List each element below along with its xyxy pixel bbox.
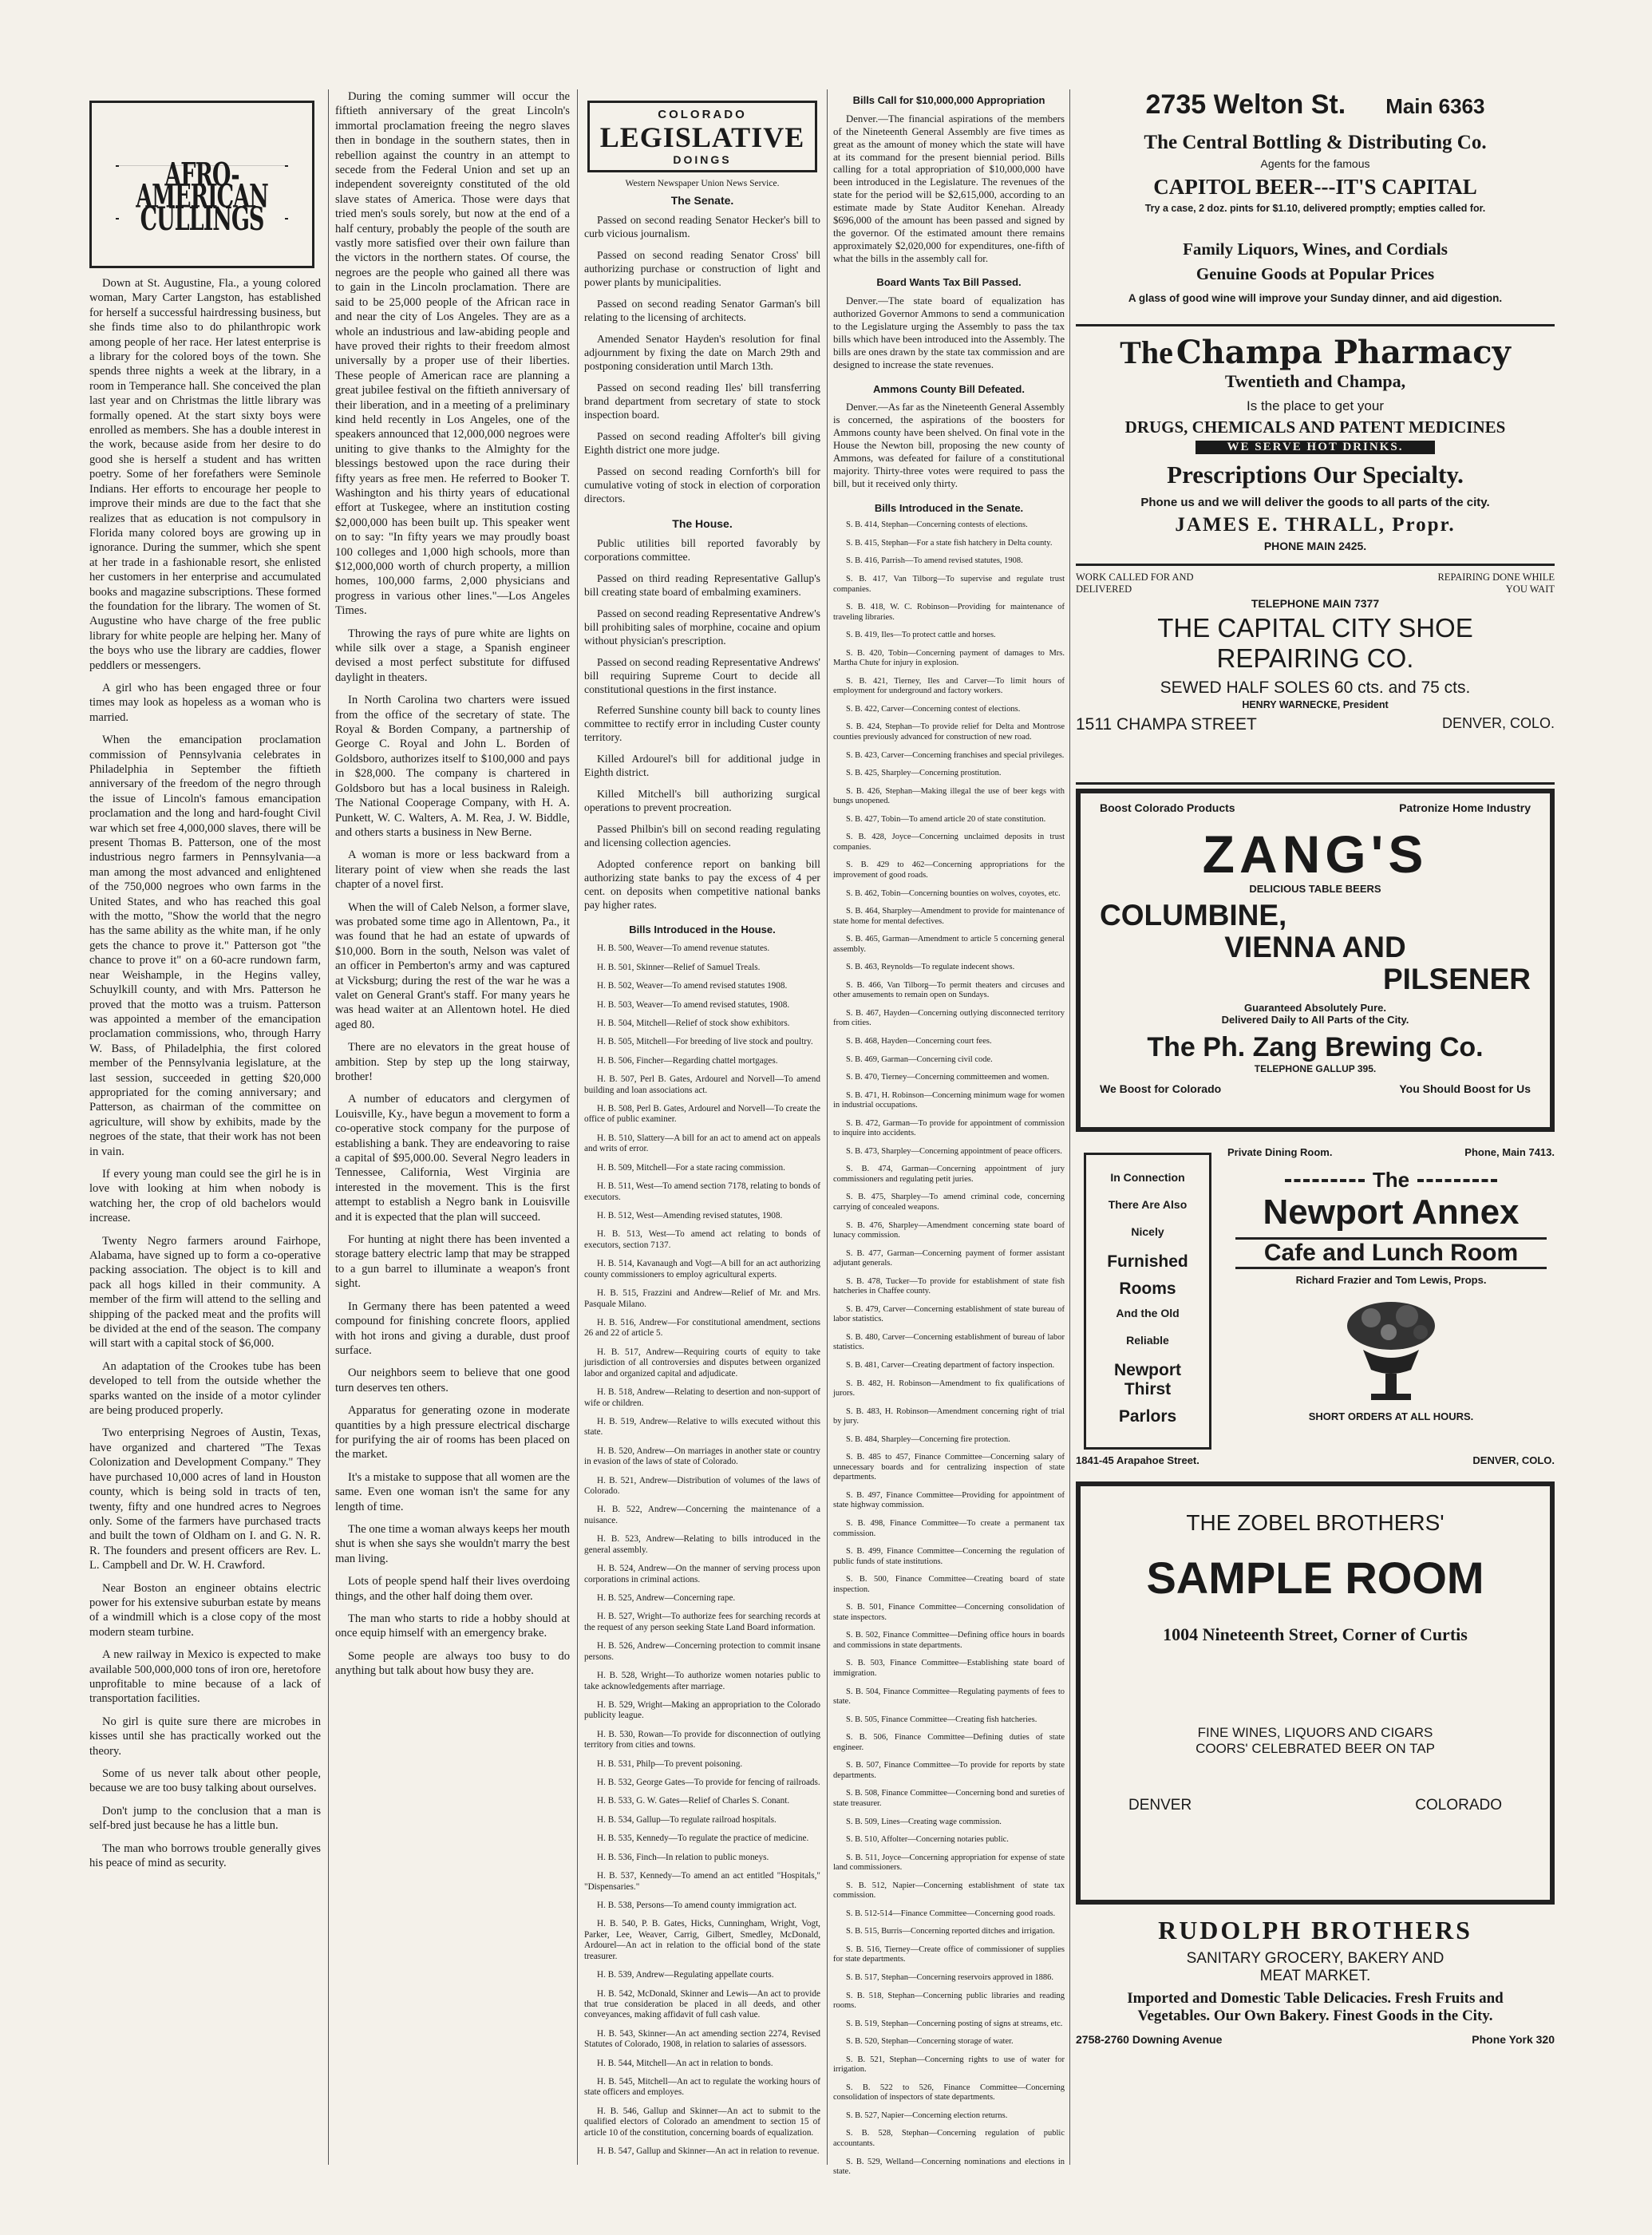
- house-bill: H. B. 529, Wright—Making an appropriation to the Colorado publicity league.: [584, 1699, 820, 1721]
- zang-delivered: Delivered Daily to All Parts of the City.: [1221, 1014, 1409, 1026]
- article-paragraph: No girl is quite sure there are microbes in kisses until she has practically worked out the theory.: [89, 1715, 321, 1758]
- newport-the: The: [1372, 1168, 1410, 1192]
- house-bill: H. B. 532, George Gates—To provide for fencing of railroads.: [597, 1778, 820, 1788]
- senate-item: Passed on second reading Senator Hecker's bill to curb vicious journalism.: [584, 213, 820, 239]
- rudolph-street: 2758-2760 Downing Avenue: [1076, 2033, 1223, 2046]
- house-bill: H. B. 537, Kennedy—To amend an act entitled "Hospitals," "Dispensaries.": [584, 1871, 820, 1892]
- article-paragraph: When the emancipation proclamation commission of Pennsylvania celebrates in Philadelphia in September the fiftieth anniversary of the freedom of the negro through the issue of Lincoln's famous emancipation proclamation and the long and hard-fought Civil war which set free 4,000,000 slaves, there will be present Thomas B. Patterson, one of the most industrious negro farmers in Pennsylvania—a man among the most advanced and enlightened of the 750,000 negroes who own farms in the United States, and who has reached this goal with the motto, "Show the world that the negro has the same ability as the white man, if he only gets the chance to prove it." Patterson got "the chance to prove it" on a 60-acre rundown farm, near Weishample, in the Hegins valley, Schuylkill county, and with Mrs. Patterson he proved that the motto was a truism. Patterson was appointed a member of the emancipation proclamation commissions, who, through Harry W. Bass, of Philadelphia, the first colored member of the Pennsylvania legislature, at the last session, succeeded in getting $20,000 appropriated for the coming anniversary; and Patterson, as chairman of the committee on agriculture, will show by exhibits, made by the negroes of the state, that their work has not been in vain.: [89, 734, 321, 1158]
- senate-bill: S. B. 462, Tobin—Concerning bounties on wolves, coyotes, etc.: [846, 888, 1061, 898]
- senate-bill: S. B. 512, Napier—Concerning establishment of state tax commission.: [833, 1881, 1065, 1901]
- zang-pilsener: PILSENER: [1382, 963, 1531, 995]
- house-bill: H. B. 545, Mitchell—An act to regulate the working hours of state officers and employes.: [584, 2077, 820, 2098]
- senate-items: [584, 214, 820, 506]
- senate-bill: S. B. 515, Burris—Concerning reported ditches and irrigation.: [846, 1927, 1055, 1936]
- senate-bill: S. B. 498, Finance Committee—To create a permanent tax commission.: [833, 1519, 1065, 1538]
- house-bill: H. B. 515, Frazzini and Andrew—Relief of Mr. and Mrs. Pasquale Milano.: [584, 1288, 820, 1309]
- senate-bill: S. B. 427, Tobin—To amend article 20 of state constitution.: [846, 814, 1046, 824]
- newport-side-line: Rooms: [1119, 1280, 1176, 1298]
- article-paragraph: Twenty Negro farmers around Fairhope, Alabama, have signed up to form a co-operative packing association. The object is to kill and pack all hogs killed in their community. A member of the firm will attend to the selling and shipping of the packed meat and the profits will be divided at the end of the season. The company will start with a capital stock of $6,000.: [89, 1234, 321, 1351]
- senate-heading: The Senate.: [670, 193, 734, 207]
- header-colorado: COLORADO: [658, 108, 747, 121]
- house-bill: H. B. 518, Andrew—Relating to desertion and non-support of wife or children.: [584, 1387, 820, 1408]
- senate-bill: S. B. 522 to 526, Finance Committee—Concerning consolidation of inspectors of state departments.: [833, 2083, 1065, 2102]
- ad-rudolph-brothers: [1076, 1916, 1555, 2046]
- senate-bill: S. B. 474, Garman—Concerning appointment of jury commissioners and regulating petit juries.: [833, 1165, 1065, 1184]
- house-bill: H. B. 547, Gallup and Skinner—An act in relation to revenue.: [597, 2146, 820, 2157]
- column-1: [89, 89, 321, 1878]
- senate-bill: S. B. 499, Finance Committee—Concerning the regulation of public funds of state institutions.: [833, 1547, 1065, 1566]
- senate-bill: S. B. 481, Carver—Creating department of factory inspection.: [846, 1361, 1055, 1370]
- ad-shoe-repair: [1076, 572, 1555, 734]
- senate-bill: S. B. 502, Finance Committee—Defining office hours in boards and commissions in state departments.: [833, 1631, 1065, 1650]
- senate-bill: S. B. 414, Stephan—Concerning contests of elections.: [846, 520, 1028, 530]
- senate-bill: S. B. 509, Lines—Creating wage commission.: [846, 1817, 1002, 1826]
- shoe-city: DENVER, COLO.: [1441, 715, 1555, 731]
- house-bill: H. B. 516, Andrew—For constitutional amendment, sections 26 and 22 of article 5.: [584, 1317, 820, 1339]
- article-paragraph: The one time a woman always keeps her mouth shut is when she says she wouldn't marry the best man living.: [335, 1522, 571, 1565]
- senate-bill: S. B. 510, Affolter—Concerning notaries public.: [846, 1835, 1009, 1845]
- senate-bill: S. B. 528, Stephan—Concerning regulation of public accountants.: [833, 2129, 1065, 2148]
- senate-bill: S. B. 465, Garman—Amendment to article 5 concerning general assembly.: [833, 935, 1065, 954]
- article-paragraph: A number of educators and clergymen of Louisville, Ky., have begun a movement to form a co-operative stock company for the purpose of establishing a bank. They are endeavoring to raise a capital of $95,000.00. Several Negro leaders in Tennessee, California, West Virginia are interested in the movement. This is the first attempt to establish a Negro bank in Louisville and it is expected that the plan will succeed.: [335, 1093, 570, 1224]
- beer-name: CAPITOL BEER---IT'S CAPITAL: [1153, 175, 1477, 199]
- senate-bill: S. B. 483, H. Robinson—Amendment concerning right of trial by jury.: [833, 1406, 1065, 1426]
- senate-item: Passed on second reading Senator Garman's bill relating to the licensing of architects.: [584, 297, 820, 323]
- flower-vase-icon: [1331, 1294, 1451, 1406]
- house-bill: H. B. 505, Mitchell—For breeding of live stock and poultry.: [597, 1037, 813, 1047]
- house-bill: H. B. 517, Andrew—Requiring courts of equity to take jurisdiction of all controversies and disputes between organized labor and organized capital and adjudicate.: [584, 1347, 820, 1379]
- legislative-header: [587, 101, 817, 172]
- column-2: [335, 89, 570, 1687]
- house-item: Passed on second reading Representative Andrews' bill requiring Supreme Court to decide all constitutional questions in the first instance.: [584, 655, 820, 695]
- beer-agents: Agents for the famous: [1260, 157, 1370, 170]
- rudolph-phone: Phone York 320: [1472, 2033, 1555, 2046]
- shoe-president: HENRY WARNECKE, President: [1242, 699, 1389, 710]
- senate-bill: S. B. 424, Stephan—To provide relief for Delta and Montrose counties previously advanced for construction of new road.: [833, 722, 1065, 742]
- senate-bill: S. B. 421, Tierney, Iles and Carver—To limit hours of employment for underground and factory workers.: [833, 676, 1065, 696]
- zang-columbine: COLUMBINE,: [1100, 899, 1287, 932]
- senate-bill: S. B. 520, Stephan—Concerning storage of water.: [846, 2037, 1014, 2047]
- shoe-name1: THE CAPITAL CITY SHOE: [1157, 613, 1473, 643]
- divider: [1076, 564, 1555, 566]
- champa-propr: JAMES E. THRALL, Propr.: [1175, 514, 1456, 536]
- senate-bill: S. B. 507, Finance Committee—To provide for reports by state departments.: [833, 1761, 1065, 1780]
- senate-bill: S. B. 521, Stephan—Concerning rights to use of water for irrigation.: [833, 2055, 1065, 2075]
- divider: [1076, 782, 1555, 785]
- zobel-coors: COORS' CELEBRATED BEER ON TAP: [1196, 1741, 1435, 1756]
- divider: [1076, 324, 1555, 326]
- senate-item: Amended Senator Hayden's resolution for final adjournment by fixing the date on March 29th and postponing consideration until March 13th.: [584, 332, 820, 372]
- senate-bill: S. B. 478, Tucker—To provide for establishment of state fish hatcheries in Chaffee county.: [833, 1276, 1065, 1296]
- house-bill: H. B. 525, Andrew—Concerning rape.: [597, 1592, 736, 1603]
- house-bill: H. B. 530, Rowan—To provide for disconnection of outlying territory from cities and towns.: [584, 1729, 820, 1750]
- ad-champa-pharmacy: [1076, 334, 1555, 552]
- article-paragraph: There are no elevators in the great house of ambition. Step by step up the long stairway, brother!: [335, 1041, 570, 1083]
- article-paragraph: Some people are always too busy to do anything but talk about how busy they are.: [335, 1649, 570, 1678]
- senate-bill: S. B. 464, Sharpley—Amendment to provide for maintenance of state home for mental defectives.: [833, 907, 1065, 926]
- article-paragraph: In North Carolina two charters were issued from the office of the secretary of state. The Royal & Borden Company, a partnership of George C. Royal and John L. Borden of Goldsboro, authorizes itself to $100,000 and pays in $28,000. The company is chartered in Goldsboro but has a local business in Raleigh. The National Cooperage Company, with H. A. Punkett, W. C. Walters, A. M. Rea, J. W. Biddle, and others starts a business in New Berne.: [335, 694, 570, 839]
- senate-bill: S. B. 506, Finance Committee—Defining duties of state engineer.: [833, 1733, 1065, 1752]
- zang-we-boost: We Boost for Colorado: [1100, 1082, 1222, 1095]
- house-bill: H. B. 543, Skinner—An act amending section 2274, Revised Statutes of Colorado, 1908, in relation to salaries of assessors.: [584, 2028, 820, 2050]
- house-item: Passed on third reading Representative Gallup's bill creating state board of embalming examiners.: [584, 572, 820, 598]
- article-paragraph: The man who borrows trouble generally gives his peace of mind as security.: [89, 1841, 321, 1870]
- zobel-denver: DENVER: [1128, 1797, 1192, 1814]
- house-bill: H. B. 534, Gallup—To regulate railroad hospitals.: [597, 1814, 777, 1825]
- newport-side-line: And the Old: [1116, 1307, 1180, 1319]
- house-bill: H. B. 533, G. W. Gates—Relief of Charles S. Conant.: [597, 1796, 790, 1806]
- house-item: Public utilities bill reported favorably by corporations committee.: [584, 536, 820, 563]
- senate-bill: S. B. 418, W. C. Robinson—Providing for maintenance of traveling libraries.: [833, 603, 1065, 622]
- zang-brewing: The Ph. Zang Brewing Co.: [1147, 1032, 1484, 1062]
- house-bill: H. B. 513, West—To amend act relating to bonds of executors, section 7137.: [584, 1229, 820, 1250]
- senate-bill: S. B. 504, Finance Committee—Regulating payments of fees to state.: [833, 1687, 1065, 1707]
- article-paragraph: A woman is more or less backward from a literary point of view when she reads the last chapter of a novel first.: [335, 849, 570, 892]
- newport-cafe: Cafe and Lunch Room: [1235, 1237, 1547, 1269]
- house-bill: H. B. 523, Andrew—Relating to bills introduced in the general assembly.: [584, 1534, 820, 1555]
- champa-name: Champa Pharmacy: [1176, 334, 1511, 371]
- article-paragraph: If every young man could see the girl he is in love with looking at him when nobody is watching her, the crop of old bachelors would increase.: [89, 1167, 321, 1225]
- zobel-street: 1004 Nineteenth Street, Corner of Curtis: [1163, 1624, 1468, 1644]
- senate-bill: S. B. 476, Sharpley—Amendment concerning state board of lunacy commission.: [833, 1220, 1065, 1240]
- senate-bill: S. B. 423, Carver—Concerning franchises and special privileges.: [846, 750, 1065, 760]
- senate-item: Passed on second reading Affolter's bill giving Eighth district one more judge.: [584, 429, 820, 456]
- newport-side-line: There Are Also: [1108, 1198, 1188, 1211]
- house-bill: H. B. 544, Mitchell—An act in relation to bonds.: [597, 2058, 773, 2068]
- rudolph-imported: Imported and Domestic Table Delicacies. Fresh Fruits and: [1127, 1990, 1504, 2007]
- article-paragraph: Two enterprising Negroes of Austin, Texas, have organized and chartered "The Texas Colonization and Development Company." They have purchased 10,000 acres of land in Houston county, which is being sold in tracts of ten, twenty, fifty and one hundred acres to Negroes only. Some of the farmers have purchased tracts and built the town of Oldham on I. and G. N. R. R. The founders and present officers are Rev. L. L. Campbell and Dr. W. H. Crawford.: [89, 1426, 321, 1572]
- house-heading: The House.: [672, 516, 733, 530]
- house-bills-heading: Bills Introduced in the House.: [629, 924, 776, 936]
- article-paragraph: The man who starts to ride a hobby should at once equip himself with an emergency brake.: [335, 1612, 570, 1640]
- senate-bill: S. B. 416, Parrish—To amend revised statutes, 1908.: [846, 556, 1023, 566]
- rudolph-name: RUDOLPH BROTHERS: [1158, 1916, 1472, 1944]
- zobel-colorado: COLORADO: [1415, 1797, 1502, 1814]
- house-bill: H. B. 504, Mitchell—Relief of stock show exhibitors.: [597, 1018, 790, 1028]
- header-doings: DOINGS: [673, 152, 732, 166]
- house-bill: H. B. 528, Wright—To authorize women notaries public to take acknowledgements after marriage.: [584, 1671, 820, 1691]
- zang-guaranteed: Guaranteed Absolutely Pure.: [1244, 1002, 1386, 1014]
- senate-bill: S. B. 512-514—Finance Committee—Concerning good roads.: [846, 1909, 1056, 1918]
- senate-bill: S. B. 501, Finance Committee—Concerning consolidation of state inspectors.: [833, 1603, 1065, 1622]
- senate-bills: [833, 520, 1065, 2177]
- champa-street: Twentieth and Champa,: [1224, 371, 1406, 391]
- shoe-street: 1511 CHAMPA STREET: [1076, 715, 1257, 734]
- senate-bill: S. B. 479, Carver—Concerning establishment of state bureau of labor statistics.: [833, 1304, 1065, 1324]
- champa-phone-line: Phone us and we will deliver the goods to all parts of the city.: [1140, 496, 1490, 509]
- rudolph-meat: MEAT MARKET.: [1259, 1968, 1371, 1984]
- approp-heading: Bills Call for $10,000,000 Appropriation: [852, 94, 1045, 106]
- article-paragraph: Lots of people spend half their lives overdoing things, and the other half doing them over.: [335, 1575, 570, 1603]
- newport-dining: Private Dining Room.: [1227, 1146, 1333, 1158]
- ammons-text: Denver.—As far as the Nineteenth General Assembly is concerned, the aspirations of the boosters for Ammons county have been shelved. On final vote in the House the Newton bill, proposing the new county of Ammons, was defeated for failure of a constitutional majority. Thirty-three votes were required to pass the bill, but it received only thirty.: [833, 402, 1065, 489]
- senate-bill: S. B. 420, Tobin—Concerning payment of damages to Mrs. Martha Chute for injury in explosion.: [833, 648, 1065, 668]
- house-bill: H. B. 501, Skinner—Relief of Samuel Treals.: [597, 962, 761, 972]
- senate-bill: S. B. 519, Stephan—Concerning posting of signs at streams, etc.: [846, 2019, 1063, 2028]
- shoe-telephone: TELEPHONE MAIN 7377: [1251, 597, 1380, 610]
- ad-zang-brewing: [1076, 789, 1555, 1132]
- house-item: Adopted conference report on banking bill authorizing state banks to pay the excess of 4 per cent. on deposits when competitive national banks pay higher rates.: [584, 858, 820, 912]
- beer-phone: Main 6363: [1385, 94, 1485, 118]
- tax-heading: Board Wants Tax Bill Passed.: [876, 276, 1022, 289]
- senate-item: Passed on second reading Senator Cross' bill authorizing purchase or construction of light and power plants by municipalities.: [584, 248, 820, 288]
- zang-patronize: Patronize Home Industry: [1399, 801, 1531, 814]
- house-bill: H. B. 519, Andrew—Relative to wills executed without this state.: [584, 1416, 820, 1438]
- article-paragraph: In Germany there has been patented a weed compound for finishing concrete floors, applied with hot irons and giving a durable, dust proof surface.: [335, 1299, 570, 1357]
- senate-bill: S. B. 470, Tierney—Concerning committeemen and women.: [846, 1073, 1049, 1082]
- senate-bill: S. B. 475, Sharpley—To amend criminal code, concerning carrying of concealed weapons.: [833, 1193, 1065, 1212]
- champa-place: Is the place to get your: [1247, 398, 1384, 413]
- senate-bill: S. B. 517, Stephan—Concerning reservoirs approved in 1886.: [846, 1972, 1054, 1982]
- beer-offer: Try a case, 2 doz. pints for $1.10, delivered promptly; empties called for.: [1144, 203, 1486, 214]
- newport-props: Richard Frazier and Tom Lewis, Props.: [1295, 1274, 1487, 1286]
- house-bill: H. B. 512, West—Amending revised statutes, 1908.: [597, 1211, 783, 1221]
- newport-side-line: In Connection: [1110, 1171, 1185, 1184]
- article-paragraph: A new railway in Mexico is expected to make available 500,000,000 tons of iron ore, heretofore unprofitable to mine because of a lack of transportation facilities.: [89, 1648, 321, 1706]
- house-item: Killed Mitchell's bill authorizing surgical operations to prevent procreation.: [584, 788, 820, 814]
- house-bill: H. B. 522, Andrew—Concerning the maintenance of a nuisance.: [584, 1505, 820, 1525]
- champa-phone: PHONE MAIN 2425.: [1263, 540, 1367, 552]
- senate-bill: S. B. 480, Carver—Concerning establishment of bureau of labor statistics.: [833, 1332, 1065, 1352]
- shoe-name2: REPAIRING CO.: [1216, 643, 1414, 673]
- senate-bill: S. B. 469, Garman—Concerning civil code.: [846, 1054, 993, 1064]
- approp-text: Denver.—The financial aspirations of the members of the Nineteenth General Assembly are five times as great as the amount of money which the state will have at its command for the present biennial period. Bills calling for a total appropriation of $10,000,000 have been introduced in the Legislature. The revenues of the state for the period will be $2,615,000, according to an estimate made by State Auditor Kenehan. Already $696,000 of the amount has been passed and signed by the governor. Of the estimated amount there remains approximately $2,020,000 for expenditures, one-fifth of what the bills in the assembly call for.: [833, 113, 1065, 264]
- senate-bill: S. B. 429 to 462—Concerning appropriations for the improvement of good roads.: [833, 860, 1065, 880]
- senate-bills-heading: Bills Introduced in the Senate.: [874, 501, 1024, 514]
- senate-bill: S. B. 477, Garman—Concerning payment of former assistant adjutant generals.: [833, 1248, 1065, 1268]
- article-paragraph: An adaptation of the Crookes tube has been developed to tell from the outside whether the sparks wanted on the inside of a motor cylinder are being produced properly.: [89, 1359, 321, 1418]
- house-bill: H. B. 536, Finch—In relation to public moneys.: [597, 1852, 769, 1862]
- article-paragraph: Some of us never talk about other people, because we are too busy talking about ourselves.: [89, 1767, 321, 1795]
- beer-address: 2735 Welton St.: [1145, 89, 1346, 120]
- senate-bill: S. B. 419, Iles—To protect cattle and horses.: [846, 631, 996, 640]
- senate-bill: S. B. 516, Tierney—Create office of commissioner of supplies for state departments.: [833, 1944, 1065, 1964]
- senate-bill: S. B. 505, Finance Committee—Creating fish hatcheries.: [846, 1715, 1037, 1724]
- newport-side-line: Furnished: [1107, 1252, 1188, 1271]
- senate-bill: S. B. 473, Sharpley—Concerning appointment of peace officers.: [846, 1146, 1062, 1156]
- article-paragraph: A girl who has been engaged three or four times may look as hopeless as a woman who is married.: [89, 681, 321, 724]
- masthead-box: [89, 101, 314, 268]
- beer-company: The Central Bottling & Distributing Co.: [1144, 132, 1487, 153]
- senate-bill: S. B. 527, Napier—Concerning election returns.: [846, 2110, 1008, 2120]
- masthead-title: AFRO-AMERICAN CULLINGS: [119, 165, 285, 231]
- column-4: [833, 89, 1065, 2186]
- senate-bill: S. B. 467, Hayden—Concerning outlying disconnected territory from cities.: [833, 1008, 1065, 1028]
- senate-bill: S. B. 503, Finance Committee—Establishing state board of immigration.: [833, 1659, 1065, 1679]
- senate-bill: S. B. 468, Hayden—Concerning court fees.: [846, 1036, 992, 1046]
- beer-glass: A glass of good wine will improve your Sunday dinner, and aid digestion.: [1128, 292, 1503, 304]
- rudolph-grocery: SANITARY GROCERY, BAKERY AND: [1186, 1950, 1445, 1967]
- newport-side-box: [1084, 1153, 1211, 1450]
- house-bill: H. B. 520, Andrew—On marriages in another state or country in evasion of the laws of state of Colorado.: [584, 1446, 820, 1467]
- ammons-heading: Ammons County Bill Defeated.: [873, 382, 1025, 395]
- senate-bill: S. B. 482, H. Robinson—Amendment to fix qualifications of jurors.: [833, 1379, 1065, 1398]
- ad-zobel-brothers: [1076, 1481, 1555, 1905]
- header-legislative: LEGISLATIVE: [599, 121, 805, 153]
- house-bill: H. B. 503, Weaver—To amend revised statutes, 1908.: [597, 999, 790, 1010]
- house-bill: H. B. 527, Wright—To authorize fees for searching records at the request of any person seeking State Land Board information.: [584, 1612, 820, 1632]
- news-service: Western Newspaper Union News Service.: [625, 178, 780, 188]
- column-3: [584, 89, 820, 2166]
- senate-bill: S. B. 471, H. Robinson—Concerning minimum wage for women in industrial occupations.: [833, 1090, 1065, 1110]
- article-paragraph: Apparatus for generating ozone in moderate quantities by a high pressure electrical discharge for purifying the air of rooms has been placed on the market.: [335, 1404, 570, 1462]
- beer-family: Family Liquors, Wines, and Cordials: [1183, 239, 1448, 259]
- house-bill: H. B. 500, Weaver—To amend revenue statutes.: [597, 943, 770, 954]
- col2-articles: [335, 89, 570, 1679]
- newport-short: SHORT ORDERS AT ALL HOURS.: [1308, 1410, 1474, 1422]
- senate-bill: S. B. 484, Sharpley—Concerning fire protection.: [846, 1434, 1010, 1444]
- senate-bill: S. B. 417, Van Tilborg—To supervise and regulate trust companies.: [833, 575, 1065, 594]
- senate-bill: S. B. 518, Stephan—Concerning public libraries and reading rooms.: [833, 1991, 1065, 2011]
- house-bills: [584, 943, 820, 2157]
- house-items: [584, 537, 820, 913]
- house-bill: H. B. 531, Philp—To prevent poisoning.: [597, 1758, 743, 1769]
- shoe-left: WORK CALLED FOR AND DELIVERED: [1076, 572, 1194, 595]
- zobel-sample: SAMPLE ROOM: [1146, 1553, 1484, 1603]
- shoe-soles: SEWED HALF SOLES 60 cts. and 75 cts.: [1160, 678, 1471, 697]
- ad-capital-beer: [1076, 89, 1555, 329]
- senate-bill: S. B. 415, Stephan—For a state fish hatchery in Delta county.: [846, 538, 1053, 548]
- tax-text: Denver.—The state board of equalization has authorized Governor Ammons to send a communication to the Legislature urging the Assembly to pass the tax bills which have been introduced into the Assembly. The bills are ones drawn by the state tax commission and are designed to increase the state revenues.: [833, 295, 1065, 370]
- shoe-right: REPAIRING DONE WHILE YOU WAIT: [1437, 572, 1555, 595]
- house-bill: H. B. 539, Andrew—Regulating appellate courts.: [597, 1970, 774, 1980]
- zang-boost: Boost Colorado Products: [1100, 801, 1235, 814]
- house-bill: H. B. 502, Weaver—To amend revised statutes 1908.: [597, 981, 788, 991]
- article-paragraph: When the will of Caleb Nelson, a former slave, was probated some time ago in Allentown, Pa., it was found that he had an estate of upwards of $10,000. Born in the south, Nelson was valet of an officer in Pemberton's army and was captured at Vicksburg; during the rest of the war he was a valet on General Grant's staff. For many years he was head waiter at an Allentown hotel. He died aged 80.: [335, 900, 570, 1031]
- senate-bill: S. B. 508, Finance Committee—Concerning bond and sureties of state treasurer.: [833, 1789, 1065, 1808]
- senate-bill: S. B. 426, Stephan—Making illegal the use of beer kegs with bungs unopened.: [833, 786, 1065, 806]
- zang-vienna: VIENNA AND: [1224, 931, 1406, 963]
- senate-bill: S. B. 485 to 457, Finance Committee—Concerning salary of unnecessary boards and for centralizing inspection of state departments.: [833, 1453, 1065, 1482]
- senate-bill: S. B. 472, Garman—To provide for appointment of commission to inquire into accidents.: [833, 1118, 1065, 1138]
- col1-articles: [89, 276, 321, 1870]
- article-paragraph: For hunting at night there has been invented a storage battery electric lamp that may be strapped to a gun barrel to illuminate a weapon's front sight.: [335, 1233, 570, 1291]
- senate-bill: S. B. 463, Reynolds—To regulate indecent shows.: [846, 963, 1015, 972]
- house-bill: H. B. 535, Kennedy—To regulate the practice of medicine.: [597, 1833, 809, 1844]
- newport-side-line: Reliable: [1126, 1334, 1169, 1347]
- house-bill: H. B. 509, Mitchell—For a state racing commission.: [597, 1162, 785, 1173]
- senate-bill: S. B. 422, Carver—Concerning contest of elections.: [846, 704, 1021, 714]
- rudolph-veg: Vegetables. Our Own Bakery. Finest Goods in the City.: [1137, 2008, 1493, 2024]
- house-bill: H. B. 546, Gallup and Skinner—An act to submit to the qualified electors of Colorado an amendment to section 15 of article 10 of the constitution, concerning boards of equalization.: [584, 2106, 820, 2138]
- champa-the: The: [1120, 334, 1173, 370]
- house-bill: H. B. 510, Slattery—A bill for an act to amend act on appeals and writs of error.: [584, 1133, 820, 1154]
- house-bill: H. B. 526, Andrew—Concerning protection to commit insane persons.: [584, 1641, 820, 1662]
- article-paragraph: Down at St. Augustine, Fla., a young colored woman, Mary Carter Langston, has established for herself a successful hairdressing business, but she finds time also to do philanthropic work among people of her race. Her latest enterprise is a library for the colored boys of the town. She spends three nights a week at the library, in a room in Temperance hall. She conceived the plan last year and on Christmas the little library was formally opened. At the start sixty boys were enrolled as members. She has a double interest in the work, because aside from her desire to do good she is herself a student and has written poetry. Some of her forefathers were Seminole Indians. Her efforts to encourage her people to improve their minds are due to the fact that she realizes that as education is not compulsory in Florida many colored boys are growing up in ignorance. During the summer, which she spent at her trade in a fashionable resort, she enlisted her customers in her enterprise and accumulated books and magazine subscriptions. These formed the foundation for the library. The women of St. Augustine who have charge of the free public library for white people are helping her. Many of the boys who use the library are caddies, flower peddlers or messengers.: [89, 277, 321, 672]
- senate-bill: S. B. 511, Joyce—Concerning appropriation for expense of state land commissioners.: [833, 1853, 1065, 1873]
- champa-drugs: DRUGS, CHEMICALS AND PATENT MEDICINES: [1124, 417, 1506, 437]
- newport-city: DENVER, COLO.: [1472, 1454, 1555, 1466]
- house-item: Passed Philbin's bill on second reading regulating and licensing collection agencies.: [584, 823, 820, 849]
- house-bill: H. B. 538, Persons—To amend county immigration act.: [597, 1901, 797, 1910]
- house-item: Referred Sunshine county bill back to county lines committee to rectify error in including Custer county territory.: [584, 704, 820, 744]
- zobel-name: THE ZOBEL BROTHERS': [1186, 1510, 1445, 1535]
- senate-bill: S. B. 466, Van Tilborg—To permit theaters and circuses and other amusements to remain open on Sundays.: [833, 980, 1065, 1000]
- article-paragraph: Throwing the rays of pure white are lights on while silk over a stage, a Spanish engineer devised a most perfect substitute for diffused daylight in theaters.: [335, 627, 570, 684]
- zang-name: ZANG'S: [1202, 825, 1429, 884]
- senate-bill: S. B. 500, Finance Committee—Creating board of state inspection.: [833, 1575, 1065, 1594]
- senate-bill: S. B. 497, Finance Committee—Providing for appointment of state highway commission.: [833, 1490, 1065, 1510]
- article-paragraph: Don't jump to the conclusion that a man is self-bred just because he has a little bun.: [89, 1804, 321, 1833]
- house-bill: H. B. 508, Perl B. Gates, Ardourel and Norvell—To create the office of public examiner.: [584, 1104, 820, 1125]
- champa-prescriptions: Prescriptions Our Specialty.: [1167, 461, 1464, 489]
- senate-item: Passed on second reading Iles' bill transferring brand department from secretary of state to stock inspection board.: [584, 381, 820, 421]
- newport-phone: Phone, Main 7413.: [1464, 1146, 1555, 1158]
- house-item: Killed Ardourel's bill for additional judge in Eighth district.: [584, 753, 820, 779]
- article-paragraph: During the coming summer will occur the fiftieth anniversary of the great Lincoln's immortal proclamation freeing the negro slaves then in bondage in the southern states, then in rebellion against the country in an attempt to secede from the Federal Union and set up an independent sovereignty constituted of the old slave states of America. Those were days that tried men's souls sorely, but now at the end of a half century, probably the people of the south are vastly more satisfied over their own failure than the victors in the northern states. Of course, the negroes are the people who gained all there was to gain in the Lincoln proclamation. There are said to be 25,000 people of the African race in and near the city of Los Angeles. They are as a whole an industrious and law-abiding people and have proved their rights to their freedom almost universally by a proper use of their liberties. These people of American race are planning a great jubilee festival on the fiftieth anniversary of their liberation, and in a meeting of a preliminary kind held recently in Los Angeles, one of the speakers announced that 12,000,000 negroes were uniting to give thanks to the Almighty for the blessings bestowed upon the race during their fifty years as free men. He referred to Booker T. Washington and his thirty years of educational effort at Tuskegee, where an institution costing $2,000,000 has been built up. This speaker went on to say: "In fifty years we may proudly boast 100 colleges and 1,000 high schools, more than $12,000,000 worth of church property, a million homes, 100,000 farms, 2,000 physicians and progress in various other lines."—Los Angeles Times.: [335, 90, 570, 618]
- beer-genuine: Genuine Goods at Popular Prices: [1196, 264, 1435, 283]
- house-bill: H. B. 540, P. B. Gates, Hicks, Cunningham, Wright, Vogt, Parker, Lee, Weaver, Carrig, Gilbert, Smedley, McDonald, Ardourel—An act in relation to the official bond of the state treasurer.: [584, 1919, 820, 1961]
- house-bill: H. B. 511, West—To amend section 7178, relating to bonds of executors.: [584, 1181, 820, 1202]
- champa-drinks: WE SERVE HOT DRINKS.: [1196, 441, 1435, 454]
- newport-side-line: Newport Thirst: [1114, 1361, 1181, 1398]
- zobel-wines: FINE WINES, LIQUORS AND CIGARS: [1197, 1725, 1433, 1740]
- zang-delicious: DELICIOUS TABLE BEERS: [1249, 883, 1381, 895]
- article-paragraph: Our neighbors seem to believe that one good turn deserves ten others.: [335, 1367, 570, 1394]
- article-paragraph: It's a mistake to suppose that all women are the same. Even one woman isn't the same for any length of time.: [335, 1470, 570, 1513]
- article-paragraph: Near Boston an engineer obtains electric power for his extensive suburban estate by means of a windmill which is a close copy of the most modern steam turbine.: [89, 1581, 321, 1639]
- senate-bill: S. B. 428, Joyce—Concerning unclaimed deposits in trust companies.: [833, 833, 1065, 852]
- house-bill: H. B. 542, McDonald, Skinner and Lewis—An act to provide that true consideration be placed in all deeds, and other conveyances, making affidavit of full cash value.: [584, 1988, 820, 2020]
- house-item: Passed on second reading Representative Andrew's bill prohibiting sales of morphine, cocaine and opium without physician's prescription.: [584, 607, 820, 647]
- senate-item: Passed on second reading Cornforth's bill for cumulative voting of stock in election of corporation directors.: [584, 465, 820, 504]
- ad-newport-annex: [1076, 1143, 1555, 1470]
- house-bill: H. B. 514, Kavanaugh and Vogt—A bill for an act authorizing county commissioners to employ agricultural experts.: [584, 1259, 820, 1280]
- house-bill: H. B. 506, Fincher—Regarding chattel mortgages.: [597, 1055, 778, 1066]
- zang-you-boost: You Should Boost for Us: [1399, 1082, 1531, 1095]
- zang-phone: TELEPHONE GALLUP 395.: [1254, 1063, 1377, 1074]
- house-bill: H. B. 524, Andrew—On the manner of serving process upon corporations in criminal actions.: [584, 1564, 820, 1584]
- senate-bill: S. B. 425, Sharpley—Concerning prostitution.: [846, 769, 1002, 778]
- senate-bill: S. B. 529, Welland—Concerning nominations and elections in state.: [833, 2157, 1065, 2177]
- house-bill: H. B. 507, Perl B. Gates, Ardourel and Norvell—To amend building and loan associations act.: [584, 1074, 820, 1095]
- newport-street: 1841-45 Arapahoe Street.: [1076, 1454, 1199, 1466]
- newport-side-line: Parlors: [1118, 1407, 1177, 1426]
- newport-side-line: Nicely: [1131, 1225, 1164, 1238]
- newport-name: Newport Annex: [1263, 1193, 1520, 1232]
- house-bill: H. B. 521, Andrew—Distribution of volumes of the laws of Colorado.: [584, 1475, 820, 1497]
